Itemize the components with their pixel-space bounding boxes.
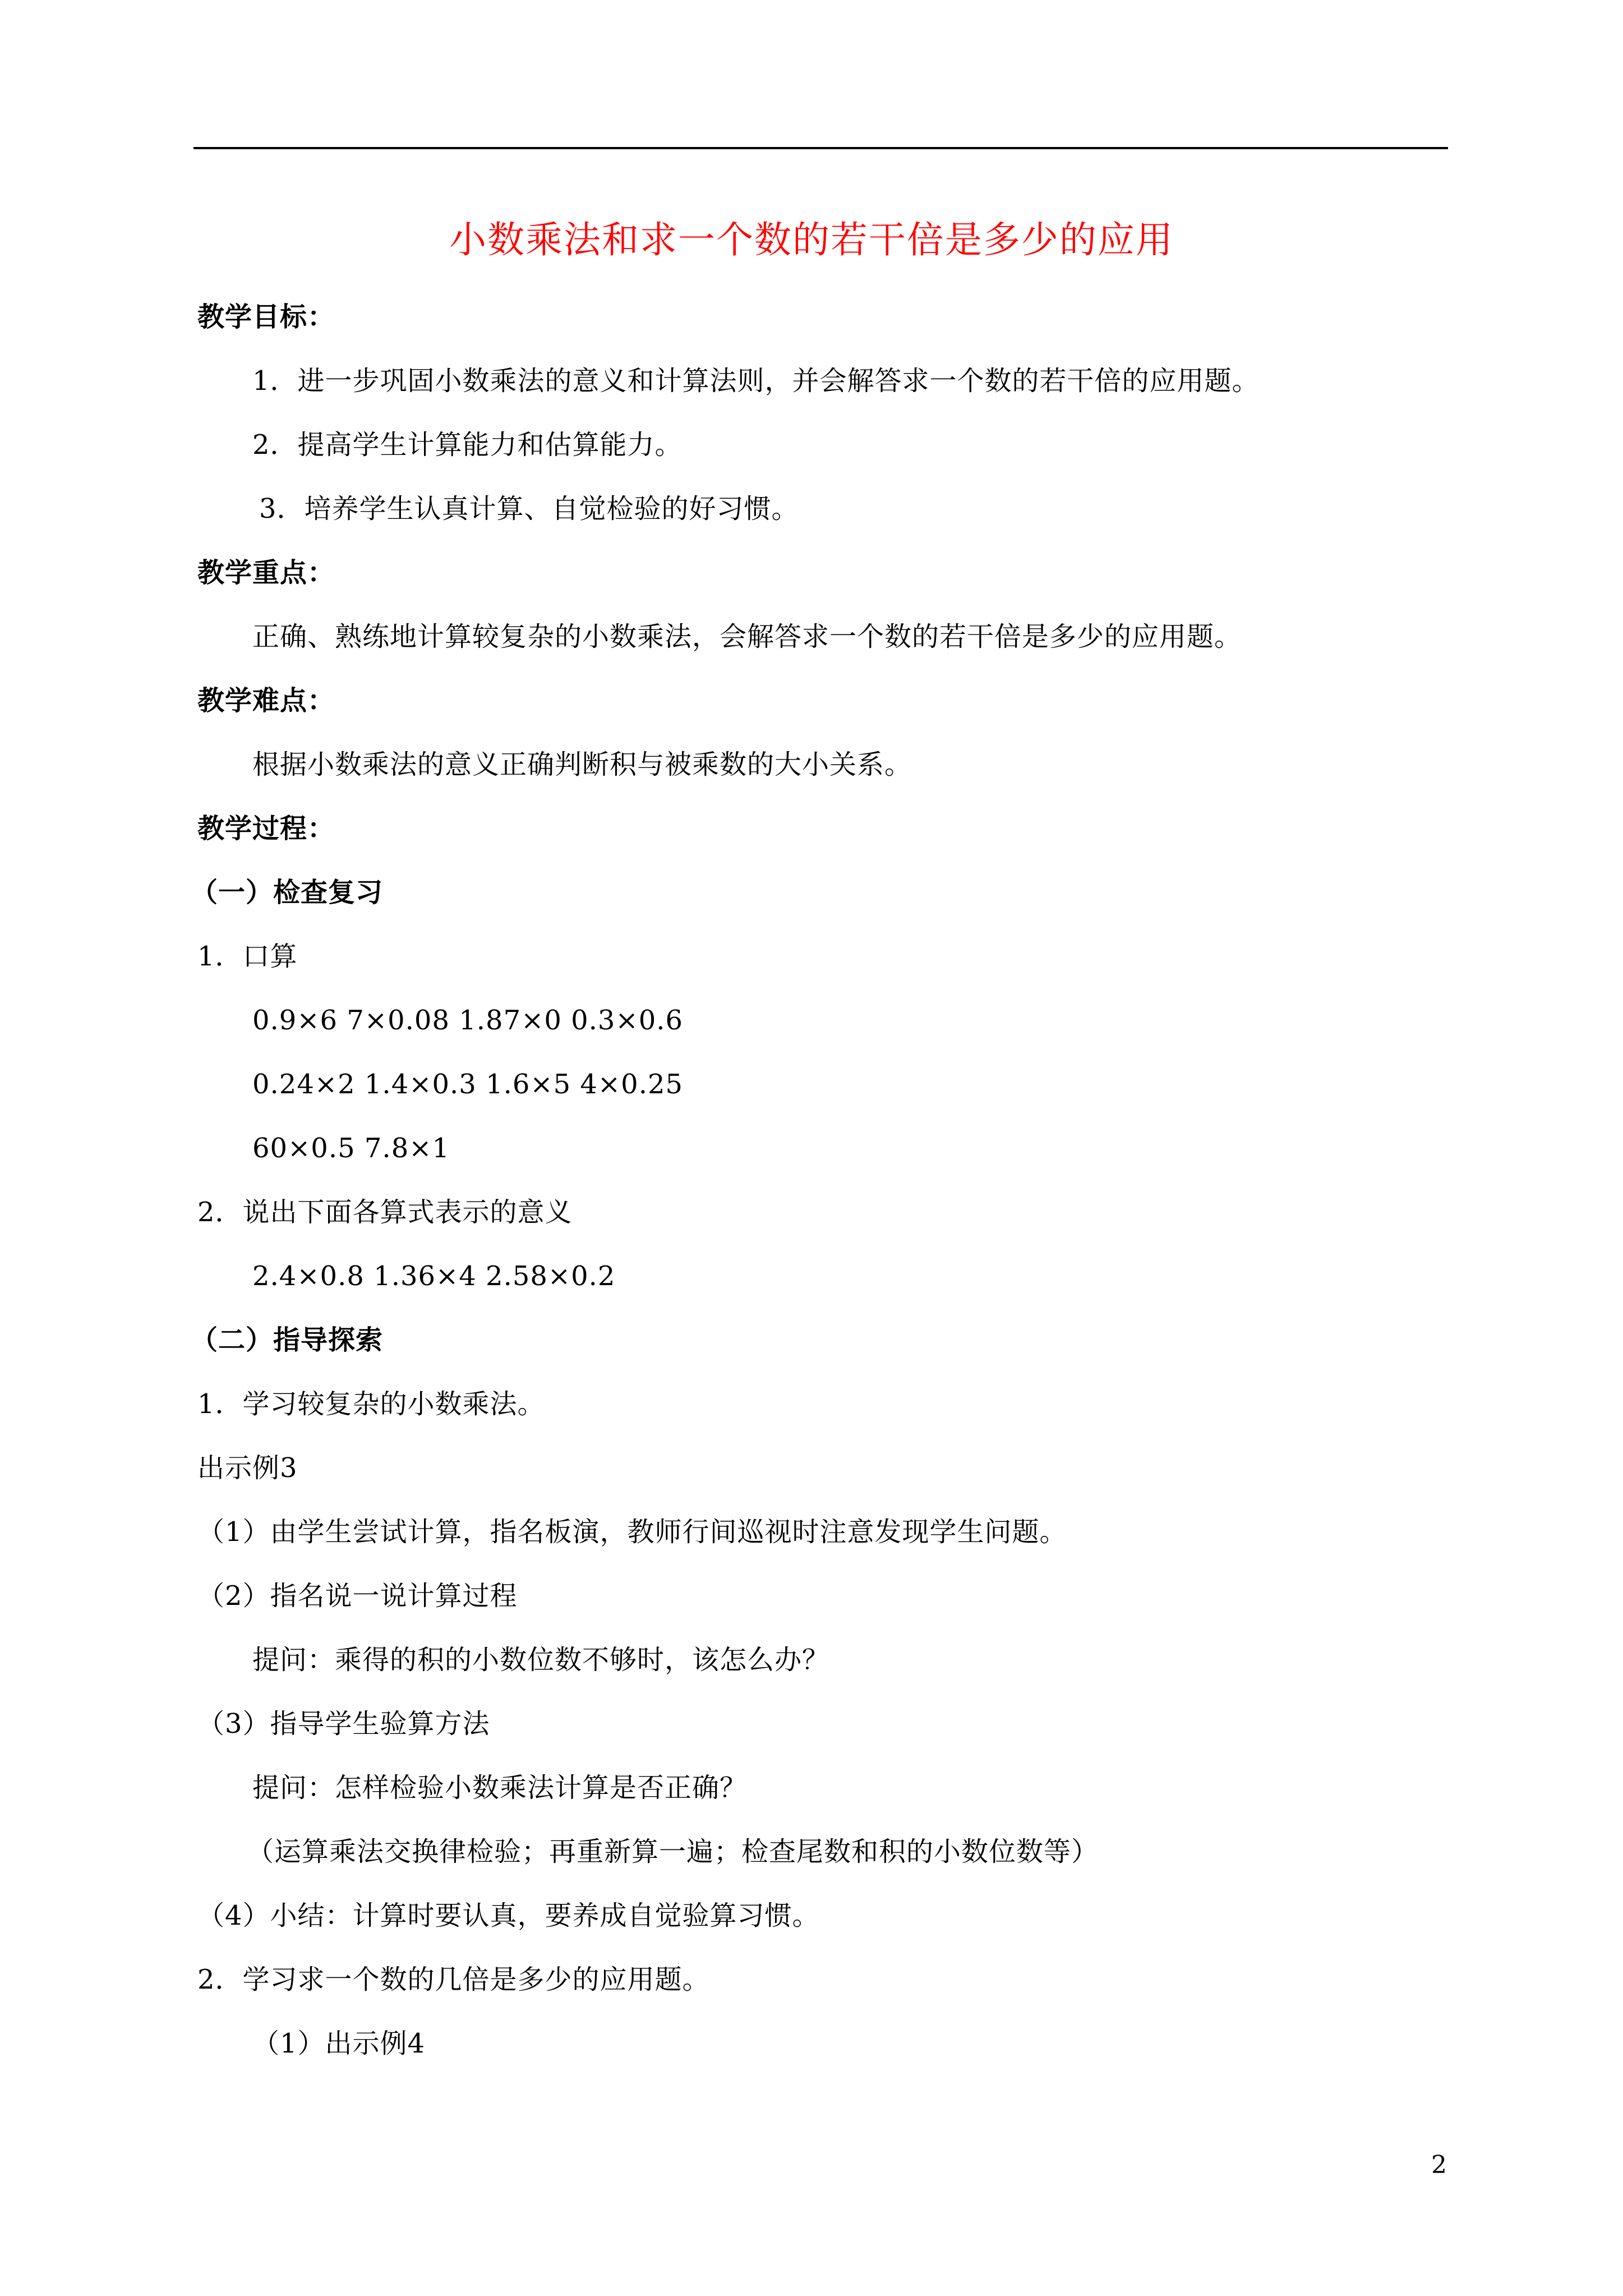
question-item: 提问：乘得的积的小数位数不够时，该怎么办？ — [252, 1644, 830, 1676]
example-label: 出示例3 — [197, 1452, 298, 1484]
header-rule — [193, 147, 1448, 149]
objective-item: 3．培养学生认真计算、自觉检验的好习惯。 — [259, 493, 799, 524]
difficulty-heading: 教学难点： — [197, 685, 335, 716]
section-heading: （二）指导探索 — [191, 1324, 384, 1356]
step-item: （1）由学生尝试计算，指名板演，教师行间巡视时注意发现学生问题。 — [197, 1516, 1067, 1548]
learn-item: 1．学习较复杂的小数乘法。 — [197, 1388, 545, 1420]
learn-item: 2．学习求一个数的几倍是多少的应用题。 — [197, 1964, 710, 1995]
key-heading: 教学重点： — [197, 557, 335, 588]
item-label: 1．口算 — [197, 941, 298, 972]
oral-calc-line: 0.9×6 7×0.08 1.87×0 0.3×0.6 — [252, 1005, 684, 1036]
objective-item: 1．进一步巩固小数乘法的意义和计算法则，并会解答求一个数的若干倍的应用题。 — [252, 365, 1260, 397]
difficulty-text: 根据小数乘法的意义正确判断积与被乘数的大小关系。 — [252, 749, 912, 780]
example-label: （1）出示例4 — [252, 2028, 426, 2059]
step-item: （2）指名说一说计算过程 — [197, 1580, 518, 1612]
key-text: 正确、熟练地计算较复杂的小数乘法，会解答求一个数的若干倍是多少的应用题。 — [252, 621, 1242, 652]
page-title: 小数乘法和求一个数的若干倍是多少的应用 — [449, 218, 1174, 261]
methods-note: （运算乘法交换律检验；再重新算一遍；检查尾数和积的小数位数等） — [247, 1836, 1099, 1867]
step-item: （4）小结：计算时要认真，要养成自觉验算习惯。 — [197, 1900, 820, 1931]
oral-calc-line: 60×0.5 7.8×1 — [252, 1133, 450, 1164]
meaning-line: 2.4×0.8 1.36×4 2.58×0.2 — [252, 1260, 616, 1292]
question-item: 提问：怎样检验小数乘法计算是否正确？ — [252, 1772, 748, 1803]
objectives-heading: 教学目标： — [197, 301, 335, 333]
process-heading: 教学过程： — [197, 813, 335, 844]
item-label: 2．说出下面各算式表示的意义 — [197, 1197, 573, 1228]
section-heading: （一）检查复习 — [191, 877, 384, 908]
objective-item: 2．提高学生计算能力和估算能力。 — [252, 429, 683, 461]
step-item: （3）指导学生验算方法 — [197, 1708, 490, 1740]
oral-calc-line: 0.24×2 1.4×0.3 1.6×5 4×0.25 — [252, 1069, 684, 1100]
page-number: 2 — [1431, 2151, 1447, 2179]
